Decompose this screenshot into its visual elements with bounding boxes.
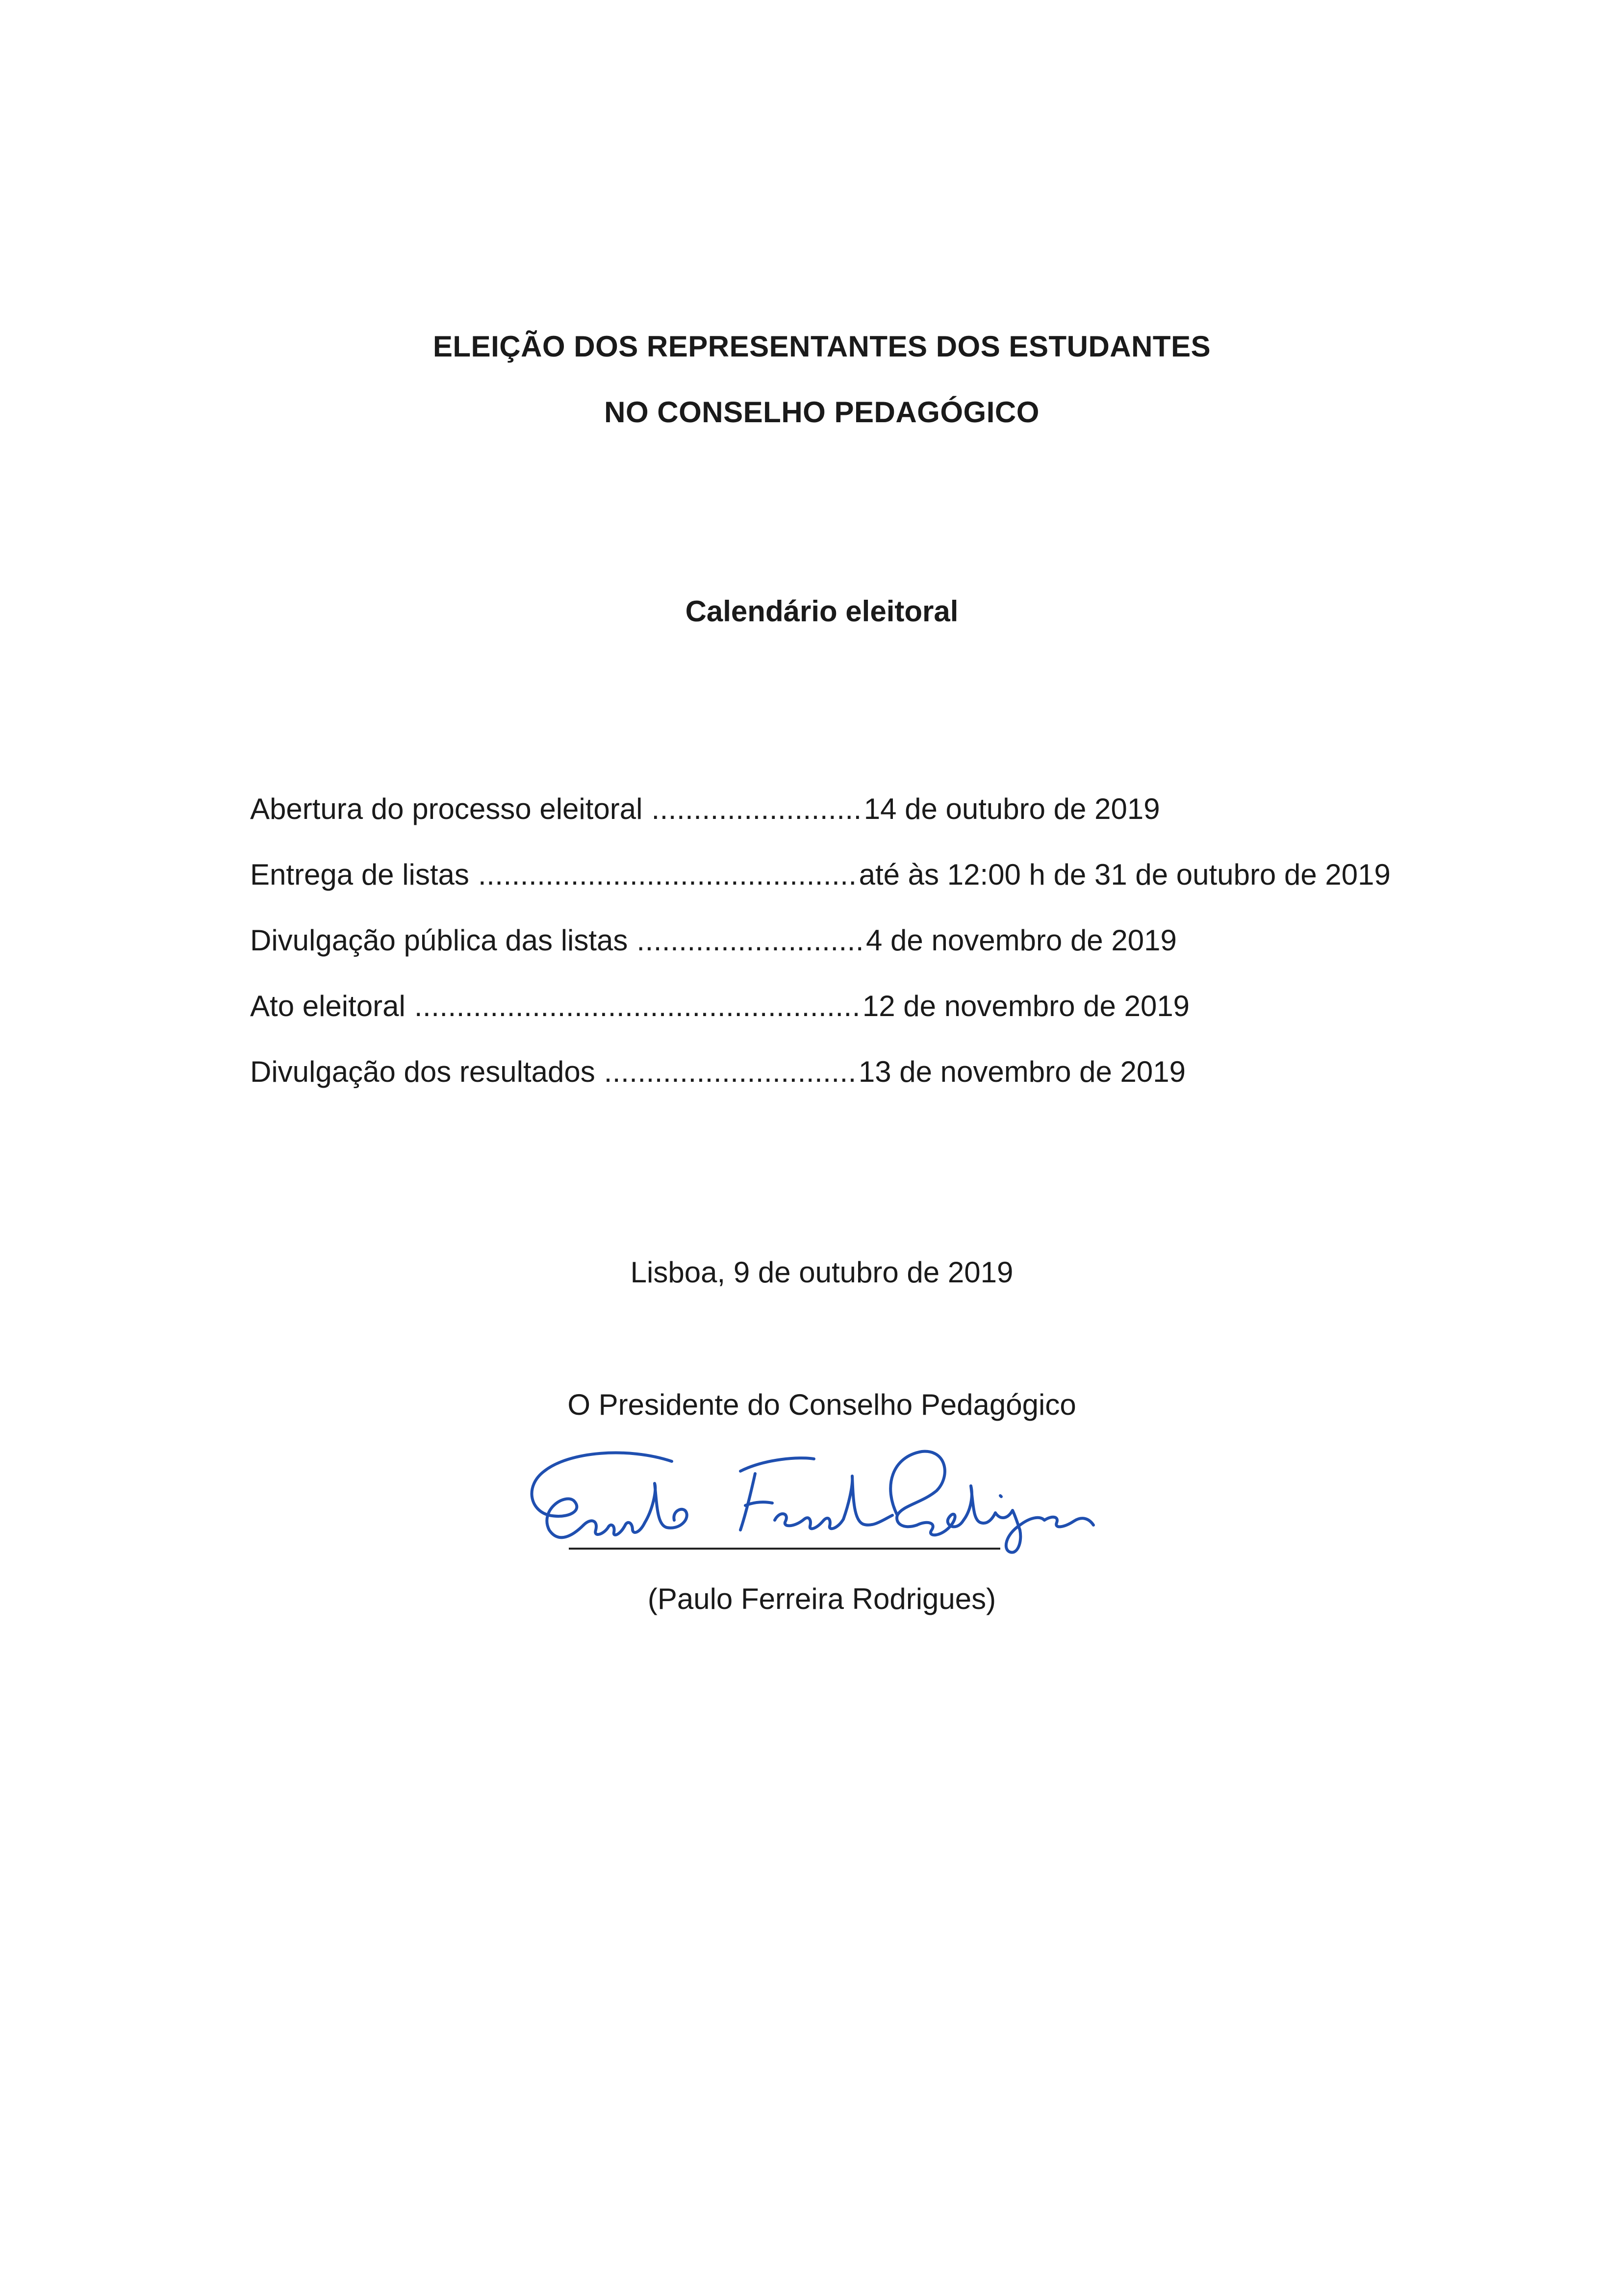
schedule-date: 13 de novembro de 2019 [858,1055,1186,1088]
leader-dots: ..................................................... [414,990,861,1022]
leader-dots: ......................... [651,792,862,825]
document-title-line-1: ELEIÇÃO DOS REPRESENTANTES DOS ESTUDANTES [432,330,1211,363]
signer-title: O Presidente do Conselho Pedagógico [567,1388,1076,1421]
schedule-date: 14 de outubro de 2019 [863,792,1160,825]
election-schedule [250,790,1391,1118]
leader-dots: .............................. [604,1055,857,1088]
schedule-row [250,855,1391,921]
place-and-date: Lisboa, 9 de outubro de 2019 [630,1256,1014,1289]
schedule-label: Divulgação pública das listas [250,924,628,957]
schedule-date: 4 de novembro de 2019 [866,924,1177,957]
schedule-date: até às 12:00 h de 31 de outubro de 2019 [859,858,1391,891]
schedule-row [250,790,1378,855]
leader-dots: ........................... [636,924,864,957]
schedule-date: 12 de novembro de 2019 [862,990,1190,1022]
schedule-label: Abertura do processo eleitoral [250,792,643,825]
signer-name: (Paulo Ferreira Rodrigues) [647,1582,996,1615]
schedule-label: Divulgação dos resultados [250,1055,595,1088]
signature-line [569,1548,1000,1550]
document-title-line-2: NO CONSELHO PEDAGÓGICO [604,396,1040,429]
schedule-label: Entrega de listas [250,858,469,891]
handwritten-signature [510,1437,1157,1584]
schedule-row [250,921,1378,987]
schedule-row [250,1052,1378,1118]
document-subtitle: Calendário eleitoral [685,595,959,628]
leader-dots: ............................................. [478,858,857,891]
schedule-row [250,987,1378,1052]
schedule-label: Ato eleitoral [250,990,406,1022]
